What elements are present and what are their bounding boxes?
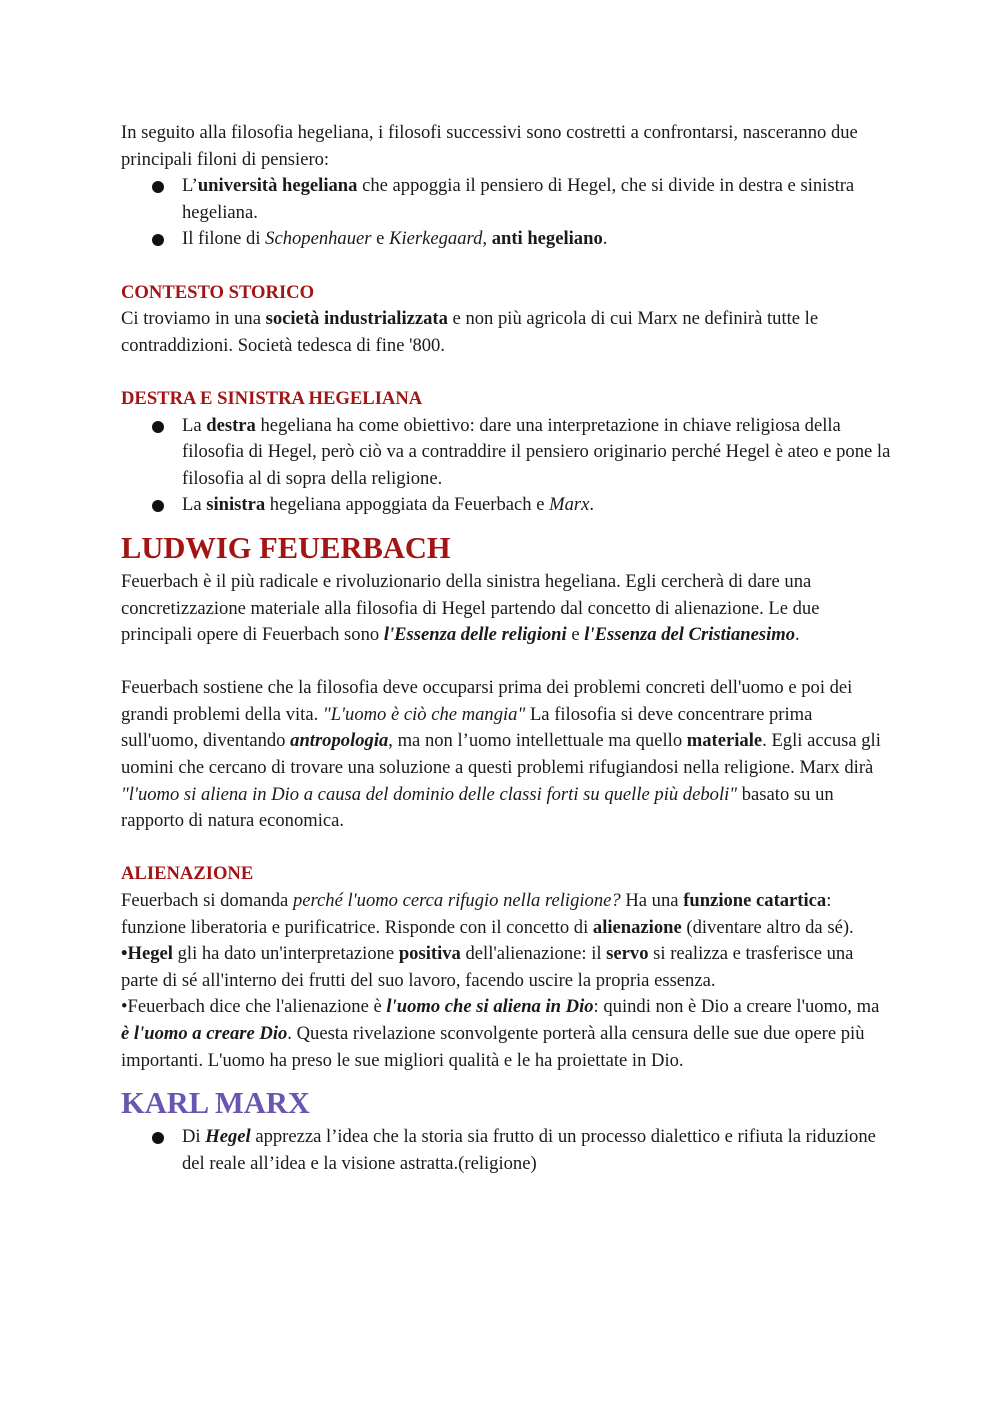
bullet-icon	[152, 421, 164, 433]
section-heading-alienazione: ALIENAZIONE	[121, 863, 254, 885]
document-body	[121, 120, 891, 1177]
list-item: La sinistra hegeliana appoggiata da Feuerbach e Marx.	[121, 492, 891, 519]
section-heading-contesto: CONTESTO STORICO	[121, 281, 315, 303]
feuerbach-paragraph-1: Feuerbach è il più radicale e rivoluzionario della sinistra hegeliana. Egli cercherà di dare una concretizzazione materiale alla filosofia di Hegel partendo dal concetto di alienazione. Le due principali opere di Feuerbach sono l'Essenza delle religioni e l'Essenza del Cristianesimo.	[121, 570, 820, 646]
bullet-icon	[152, 1132, 164, 1144]
bullet-icon	[152, 500, 164, 512]
feuerbach-paragraph-2: Feuerbach sostiene che la filosofia deve occuparsi prima dei problemi concreti dell'uomo e poi dei grandi problemi della vita. "L'uomo è ciò che mangia" La filosofia si deve concentrare prima sull'uomo, diventando antropologia, ma non l’uomo intellettuale ma quello materiale. Egli accusa gli uomini che cercano di trovare una soluzione a questi problemi rifugiandosi nella religione. Marx dirà "l'uomo si aliena in Dio a causa del dominio delle classi forti su quelle più deboli" basato su un rapporto di natura economica.	[121, 677, 881, 832]
marx-list	[121, 1124, 891, 1177]
chapter-title-marx: KARL MARX	[121, 1086, 310, 1121]
alienazione-paragraph-2: •Hegel gli ha dato un'interpretazione positiva dell'alienazione: il servo si realizza e trasferisce una parte di sé all'interno dei frutti del suo lavoro, facendo uscire la propria essenza.	[121, 943, 854, 991]
intro-list	[121, 173, 891, 253]
contesto-paragraph: Ci troviamo in una società industrializzata e non più agricola di cui Marx ne definirà tutte le contraddizioni. Società tedesca di fine '800.	[121, 308, 819, 356]
list-item: Di Hegel apprezza l’idea che la storia sia frutto di un processo dialettico e rifiuta la riduzione del reale all’idea e la visione astratta.(religione)	[121, 1124, 891, 1177]
bullet-icon	[152, 234, 164, 246]
list-item: Il filone di Schopenhauer e Kierkegaard, anti hegeliano.	[121, 226, 891, 253]
alienazione-paragraph-1: Feuerbach si domanda perché l'uomo cerca rifugio nella religione? Ha una funzione catartica: funzione liberatoria e purificatrice. Risponde con il concetto di alienazione (diventare altro da sé).	[121, 890, 854, 938]
bullet-icon	[152, 181, 164, 193]
intro-paragraph: In seguito alla filosofia hegeliana, i filosofi successivi sono costretti a confrontarsi, nasceranno due principali filoni di pensiero:	[121, 122, 858, 170]
chapter-title-feuerbach: LUDWIG FEUERBACH	[121, 530, 451, 565]
list-item: L’università hegeliana che appoggia il pensiero di Hegel, che si divide in destra e sinistra hegeliana.	[121, 173, 891, 226]
list-item: La destra hegeliana ha come obiettivo: dare una interpretazione in chiave religiosa della filosofia di Hegel, però ciò va a contraddire il pensiero originario perché Hegel è ateo e pone la filosofia al di sopra della religione.	[121, 413, 891, 493]
alienazione-paragraph-3: •Feuerbach dice che l'alienazione è l'uomo che si aliena in Dio: quindi non è Dio a creare l'uomo, ma è l'uomo a creare Dio. Questa rivelazione sconvolgente porterà alla censura delle sue due opere più importanti. L'uomo ha preso le sue migliori qualità e le ha proiettate in Dio.	[121, 996, 880, 1071]
section-heading-destra-sinistra: DESTRA E SINISTRA HEGELIANA	[121, 387, 423, 409]
destra-sinistra-list	[121, 413, 891, 519]
